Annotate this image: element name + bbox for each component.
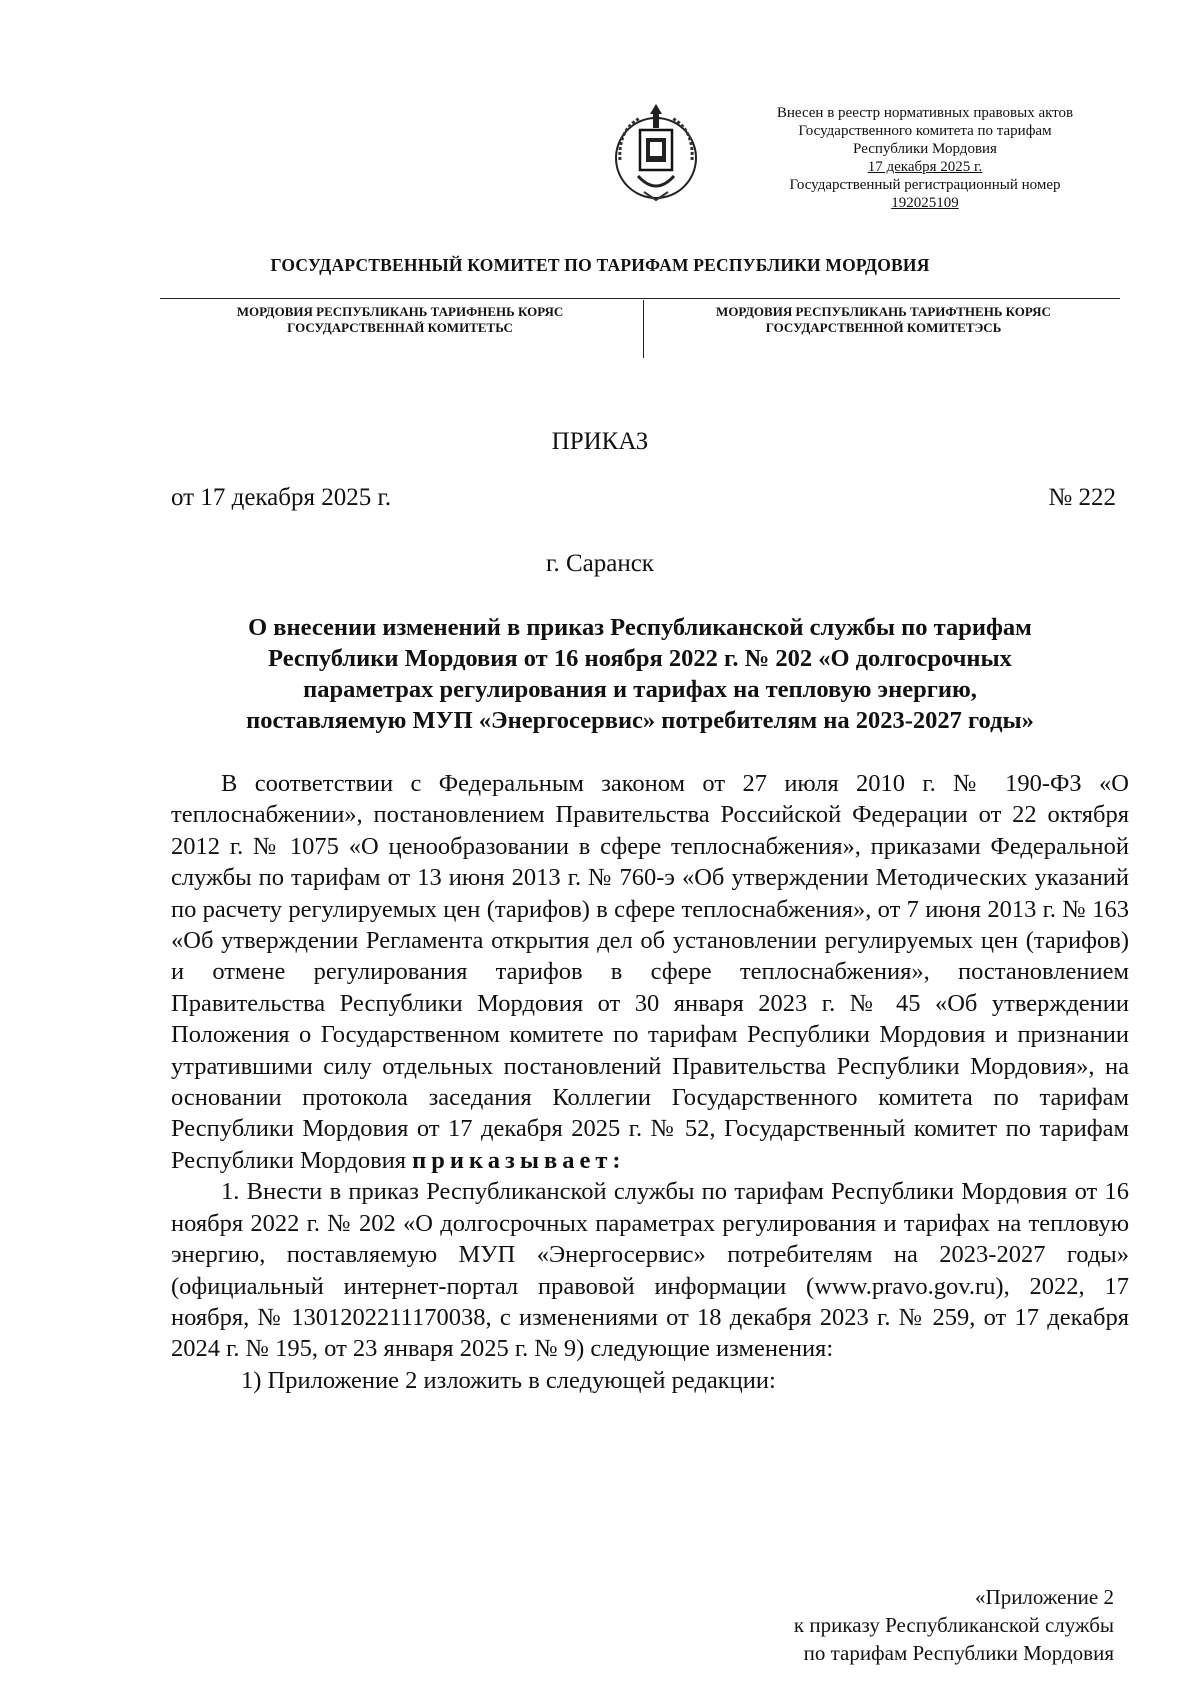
registry-number: 192025109 [891,195,959,211]
moksha-line: МОРДОВИЯ РЕСПУБЛИКАНЬ ТАРИФНЕНЬ КОРЯС [236,304,564,319]
coat-of-arms-icon [610,100,702,206]
order-title: ПРИКАЗ [551,428,649,455]
order-heading [160,612,1120,736]
appendix-line: по тарифам Республики Мордовия [803,1641,1114,1665]
heading-line: Республики Мордовия от 16 ноября 2022 г. № 202 «О долгосрочных [268,645,1012,672]
moksha-line: ГОСУДАРСТВЕННАЙ КОМИТЕТЬС [287,320,513,335]
erzya-organization-name [646,304,1121,336]
organization-title: ГОСУДАРСТВЕННЫЙ КОМИТЕТ ПО ТАРИФАМ РЕСПУБЛИКИ МОРДОВИЯ [270,255,930,275]
heading-line: поставляемую МУП «Энергосервис» потребителям на 2023-2027 годы» [246,707,1034,734]
erzya-line: ГОСУДАРСТВЕННОЙ КОМИТЕТЭСЬ [765,320,1002,335]
header-vertical-divider [643,300,644,358]
order-body [171,768,1129,1396]
preamble-text: В соответствии с Федеральным законом от 27 июля 2010 г. № 190-ФЗ «О теплоснабжении», постановлением Правительства Российской Федерации от 22 октября 2012 г. № 1075 «О ценообразовании в сфере теплоснабжения», приказами Федеральной службы по тарифам от 13 июня 2013 г. № 760-э «Об утверждении Методических указаний по расчету регулируемых цен (тарифов) в сфере теплоснабжения», от 7 июня 2013 г. № 163 «Об утверждении Регламента открытия дел об установлении регулируемых цен (тарифов) и отмене регулирования тарифов в сфере теплоснабжения», постановлением Правительства Республики Мордовия от 30 января 2023 г. № 45 «Об утверждении Положения о Государственном комитете по тарифам Республики Мордовия и признании утратившими силу отдельных постановлений Правительства Республики Мордовия», на основании протокола заседания Коллегии Государственного комитета по тарифам Республики Мордовия от 17 декабря 2025 г. № 52, Государственный комитет по тарифам Республики Мордовия [171,770,1129,1174]
registry-line: Внесен в реестр нормативных правовых актов [776,105,1074,121]
appendix-line: «Приложение 2 [975,1585,1114,1609]
preamble-paragraph [171,768,1129,1176]
orders-word: приказывает: [412,1146,626,1174]
registry-line: Республики Мордовия [853,141,997,157]
appendix-caption [794,1583,1114,1667]
header-divider [160,298,1120,299]
order-date: от 17 декабря 2025 г. [171,484,392,511]
registry-line: Государственного комитета по тарифам [798,123,1052,139]
order-number: № 222 [1048,484,1116,511]
moksha-organization-name [160,304,640,336]
registry-line: Государственный регистрационный номер [789,177,1061,193]
item-1-paragraph: 1. Внести в приказ Республиканской службы по тарифам Республики Мордовия от 16 ноября 2022 г. № 202 «О долгосрочных параметрах регулирования и тарифах на тепловую энергию, поставляемую МУП «Энергосервис» потребителям на 2023-2027 годы» (официальный интернет-портал правовой информации (www.pravo.gov.ru), 2022, 17 ноября, № 1301202211170038, с изменениями от 18 декабря 2023 г. № 259, от 17 декабря 2024 г. № 195, от 23 января 2025 г. № 9) следующие изменения: [171,1178,1129,1363]
registry-stamp [740,104,1110,212]
appendix-line: к приказу Республиканской службы [793,1613,1114,1637]
registry-date: 17 декабря 2025 г. [867,159,983,175]
heading-line: О внесении изменений в приказ Республиканской службы по тарифам [248,614,1032,641]
item-1-1-paragraph: 1) Приложение 2 изложить в следующей редакции: [241,1366,776,1394]
order-city: г. Саранск [546,550,654,577]
erzya-line: МОРДОВИЯ РЕСПУБЛИКАНЬ ТАРИФТНЕНЬ КОРЯС [716,304,1051,319]
heading-line: параметрах регулирования и тарифах на тепловую энергию, [303,676,977,703]
